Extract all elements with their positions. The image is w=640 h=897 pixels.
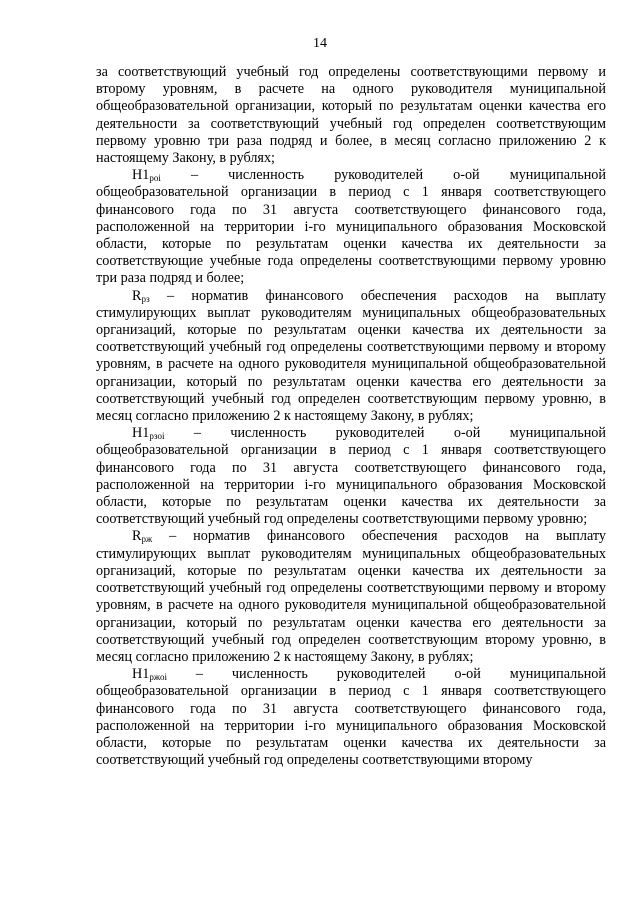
symbol-base: Н1 xyxy=(132,167,150,184)
symbol-base: R xyxy=(132,287,142,304)
symbol-subscript: рж xyxy=(141,534,153,545)
symbol-base: R xyxy=(132,528,142,545)
paragraph xyxy=(96,64,606,167)
symbol-subscript: рзoi xyxy=(149,431,165,442)
symbol-subscript: рз xyxy=(141,293,150,304)
definition-paragraph xyxy=(96,425,606,528)
definition-paragraph xyxy=(96,666,606,769)
variable-symbol xyxy=(132,167,161,183)
definition-paragraph xyxy=(96,528,606,666)
definition-text: – численность руководителей о-ой муниципальной общеобразовательной организации в период с 1 января соответствующего финансового года по 31 августа соответствующего финансового года, расположенной на территории i-го муниципального образования Московской области, которые по результатам оценки качества их деятельности за соответствующий учебный год определены соответствующими первому уровню; xyxy=(96,425,606,528)
symbol-subscript: рoi xyxy=(149,173,161,184)
page-number: 14 xyxy=(313,36,327,51)
document-body xyxy=(96,64,606,769)
variable-symbol xyxy=(132,425,165,441)
definition-text: – норматив финансового обеспечения расходов на выплату стимулирующих выплат руководителям муниципальных общеобразовательных организаций, которые по результатам оценки качества их деятельности за соответствующий учебный год определены соответствующими первому и второму уровням, в расчете на одного руководителя муниципальной общеобразовательной организации, который по результатам оценки качества его деятельности за соответствующий учебный год определен соответствующим первому уровню, в месяц согласно приложению 2 к настоящему Закону, в рублях; xyxy=(96,287,606,425)
definition-text: – численность руководителей о-ой муниципальной общеобразовательной организации в период с 1 января соответствующего финансового года по 31 августа соответствующего финансового года, расположенной на территории i-го муниципального образования Московской области, которые по результатам оценки качества их деятельности за соответствующие учебные года определены соответствующими первому уровню три раза подряд и более; xyxy=(96,167,606,287)
definition-paragraph xyxy=(96,288,606,426)
definition-text: – норматив финансового обеспечения расходов на выплату стимулирующих выплат руководителям муниципальных общеобразовательных организаций, которые по результатам оценки качества их деятельности за соответствующий учебный год определены соответствующими первому и второму уровням, в расчете на одного руководителя муниципальной общеобразовательной организации, который по результатам оценки качества его деятельности за соответствующий учебный год определен соответствующим второму уровню, в месяц согласно приложению 2 к настоящему Закону, в рублях; xyxy=(96,528,606,665)
definition-text: – численность руководителей о-ой муниципальной общеобразовательной организации в период с 1 января соответствующего финансового года по 31 августа соответствующего финансового года, расположенной на территории i-го муниципального образования Московской области, которые по результатам оценки качества их деятельности за соответствующий учебный год определены соответствующими второму xyxy=(96,666,606,769)
definition-paragraph xyxy=(96,167,606,287)
symbol-subscript: ржoi xyxy=(149,672,168,683)
symbol-base: Н1 xyxy=(132,425,150,442)
symbol-base: Н1 xyxy=(132,666,150,683)
variable-symbol xyxy=(132,528,152,544)
paragraph-text: за соответствующий учебный год определены соответствующими первому и второму уровням, в расчете на одного руководителя муниципальной общеобразовательной организации, который по результатам оценки качества его деятельности за соответствующий учебный год определен соответствующим первому уровню три раза подряд и более, в месяц согласно приложению 2 к настоящему Закону, в рублях; xyxy=(96,64,606,167)
variable-symbol xyxy=(132,666,167,682)
variable-symbol xyxy=(132,288,150,304)
